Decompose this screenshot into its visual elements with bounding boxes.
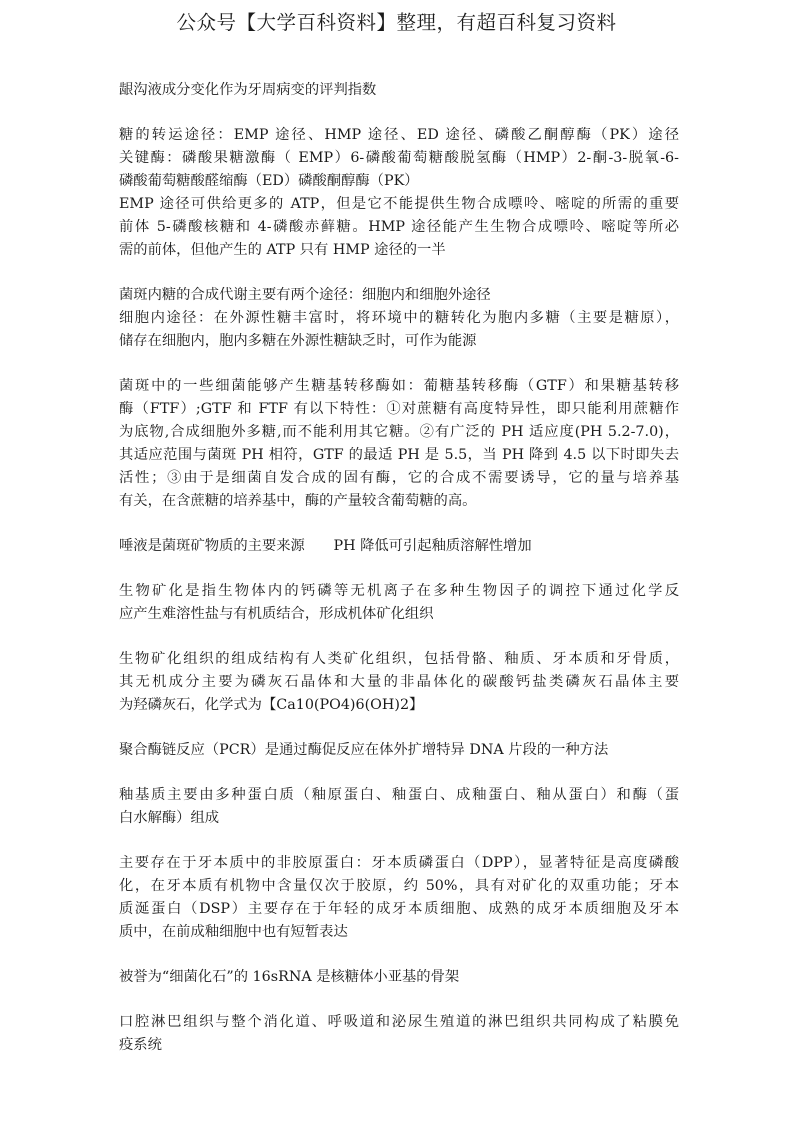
text-line: 菌斑中的一些细菌能够产生糖基转移酶如：葡糖基转移酶（GTF）和果糖基转移 xyxy=(119,378,679,394)
paragraph-plaque-synthesis xyxy=(119,284,679,353)
paragraph-glycosyltransferase xyxy=(119,375,679,513)
paragraph-enamel-matrix xyxy=(119,784,679,830)
text-line: 唾液是菌斑矿物质的主要来源 PH 降低可引起釉质溶解性增加 xyxy=(119,538,532,554)
text-line: 被誉为“细菌化石”的 16sRNA 是核糖体小亚基的骨架 xyxy=(119,969,460,985)
paragraph-mucosal-immunity xyxy=(119,1011,679,1057)
text-line: 需的前体，但他产生的 ATP 只有 HMP 途径的一半 xyxy=(119,242,446,258)
text-line: 为羟磷灰石，化学式为【Ca10(PO4)6(OH)2】 xyxy=(119,697,424,713)
page-header: 公众号【大学百科资料】整理，有超百科复习资料 xyxy=(176,11,617,34)
text-line: 前体 5-磷酸核糖和 4-磷酸赤藓糖。HMP 途径能产生生物合成嘌呤、嘧啶等所必 xyxy=(119,219,679,235)
text-line: 糖的转运途径：EMP 途径、HMP 途径、ED 途径、磷酸乙酮醇酶（PK）途径 xyxy=(119,127,679,143)
text-line: 关键酶：磷酸果糖激酶（ EMP）6-磷酸葡萄糖酸脱氢酶（HMP）2-酮-3-脱氧-6- xyxy=(119,150,679,166)
text-line: 储存在细胞内，胞内多糖在外源性糖缺乏时，可作为能源 xyxy=(119,333,477,349)
text-line: 白水解酶）组成 xyxy=(119,810,220,826)
paragraph-pcr xyxy=(119,739,679,762)
text-line: 细胞内途径：在外源性糖丰富时，将环境中的糖转化为胞内多糖（主要是糖原）， xyxy=(119,310,679,326)
text-line: EMP 途径可供给更多的 ATP，但是它不能提供生物合成嘌呤、嘧啶的所需的重要 xyxy=(119,196,679,212)
text-line: 化，在牙本质有机物中含量仅次于胶原，约 50%，具有对矿化的双重功能；牙本 xyxy=(119,878,679,894)
text-line: 生物矿化是指生物体内的钙磷等无机离子在多种生物因子的调控下通过化学反 xyxy=(119,583,679,599)
text-line: 釉基质主要由多种蛋白质（釉原蛋白、釉蛋白、成釉蛋白、釉从蛋白）和酶（蛋 xyxy=(119,787,679,803)
text-line: 活性；③由于是细菌自发合成的固有酶，它的合成不需要诱导，它的量与培养基 xyxy=(119,470,679,486)
text-line: 其无机成分主要为磷灰石晶体和大量的非晶体化的碳酸钙盐类磷灰石晶体主要 xyxy=(119,674,679,690)
text-line: 磷酸葡萄糖酸醛缩酶（ED）磷酸酮醇酶（PK） xyxy=(119,173,419,189)
text-line: 口腔淋巴组织与整个消化道、呼吸道和泌尿生殖道的淋巴组织共同构成了粘膜免 xyxy=(119,1014,679,1030)
paragraph-dentin-proteins xyxy=(119,852,679,944)
paragraph-16srna xyxy=(119,966,679,989)
text-line: 主要存在于牙本质中的非胶原蛋白：牙本质磷蛋白（DPP），显著特征是高度磷酸 xyxy=(119,855,679,871)
text-line: 质中，在前成釉细胞中也有短暂表达 xyxy=(119,924,348,940)
text-line: 有关，在含蔗糖的培养基中，酶的产量较含葡萄糖的高。 xyxy=(119,493,477,509)
text-line: 质涎蛋白（DSP）主要存在于年轻的成牙本质细胞、成熟的成牙本质细胞及牙本 xyxy=(119,901,679,917)
text-line: 酶（FTF）;GTF 和 FTF 有以下特性：①对蔗糖有高度特异性，即只能利用蔗糖作 xyxy=(119,401,679,417)
text-line: 聚合酶链反应（PCR）是通过酶促反应在体外扩增特异 DNA 片段的一种方法 xyxy=(119,742,609,758)
paragraph-gcf-index xyxy=(119,79,679,102)
text-line: 为底物,合成细胞外多糖,而不能利用其它糖。②有广泛的 PH 适应度(PH 5.2-7.0)， xyxy=(119,424,679,440)
document-body xyxy=(119,79,679,1079)
paragraph-biomineralization xyxy=(119,580,679,626)
text-line: 其适应范围与菌斑 PH 相符，GTF 的最适 PH 是 5.5，当 PH 降到 4.5 以下时即失去 xyxy=(119,447,679,463)
text-line: 生物矿化组织的组成结构有人类矿化组织，包括骨骼、釉质、牙本质和牙骨质， xyxy=(119,651,679,667)
text-line: 菌斑内糖的合成代谢主要有两个途径：细胞内和细胞外途径 xyxy=(119,287,491,303)
text-line: 龈沟液成分变化作为牙周病变的评判指数 xyxy=(119,82,377,98)
text-line: 疫系统 xyxy=(119,1037,162,1053)
text-line: 应产生难溶性盐与有机质结合，形成机体矿化组织 xyxy=(119,606,434,622)
paragraph-sugar-transport xyxy=(119,124,679,262)
paragraph-saliva xyxy=(119,535,679,558)
paragraph-mineralized-tissue xyxy=(119,648,679,717)
